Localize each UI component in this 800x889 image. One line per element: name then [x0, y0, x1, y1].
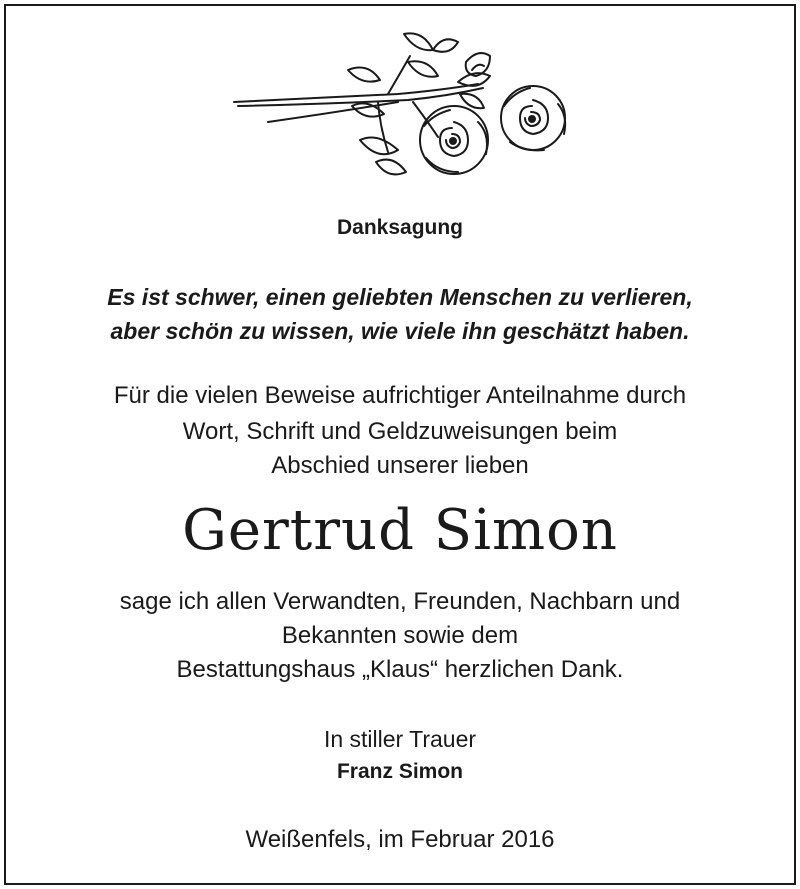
roses-icon: [228, 22, 578, 190]
heading: Danksagung: [336, 216, 464, 239]
deceased-name: Gertrud Simon: [182, 498, 618, 563]
thanks-line-3: Bestattungshaus „Klaus“ herzlichen Dank.: [176, 656, 624, 683]
motto-line-1: Es ist schwer, einen geliebten Menschen zu verlieren,: [107, 284, 693, 310]
intro-line-3: Abschied unserer lieben: [271, 452, 529, 479]
mourning-phrase: In stiller Trauer: [323, 726, 477, 752]
intro-line-1: Für die vielen Beweise aufrichtiger Anteilnahme durch: [113, 382, 687, 409]
signer-name: Franz Simon: [336, 760, 463, 783]
intro-line-2: Wort, Schrift und Geldzuweisungen beim: [182, 418, 618, 445]
thanks-line-2: Bekannten sowie dem: [281, 622, 519, 649]
motto-line-2: aber schön zu wissen, wie viele ihn geschätzt haben.: [110, 318, 690, 344]
place-date: Weißenfels, im Februar 2016: [245, 826, 555, 853]
thanks-line-1: sage ich allen Verwandten, Freunden, Nachbarn und: [119, 588, 681, 615]
